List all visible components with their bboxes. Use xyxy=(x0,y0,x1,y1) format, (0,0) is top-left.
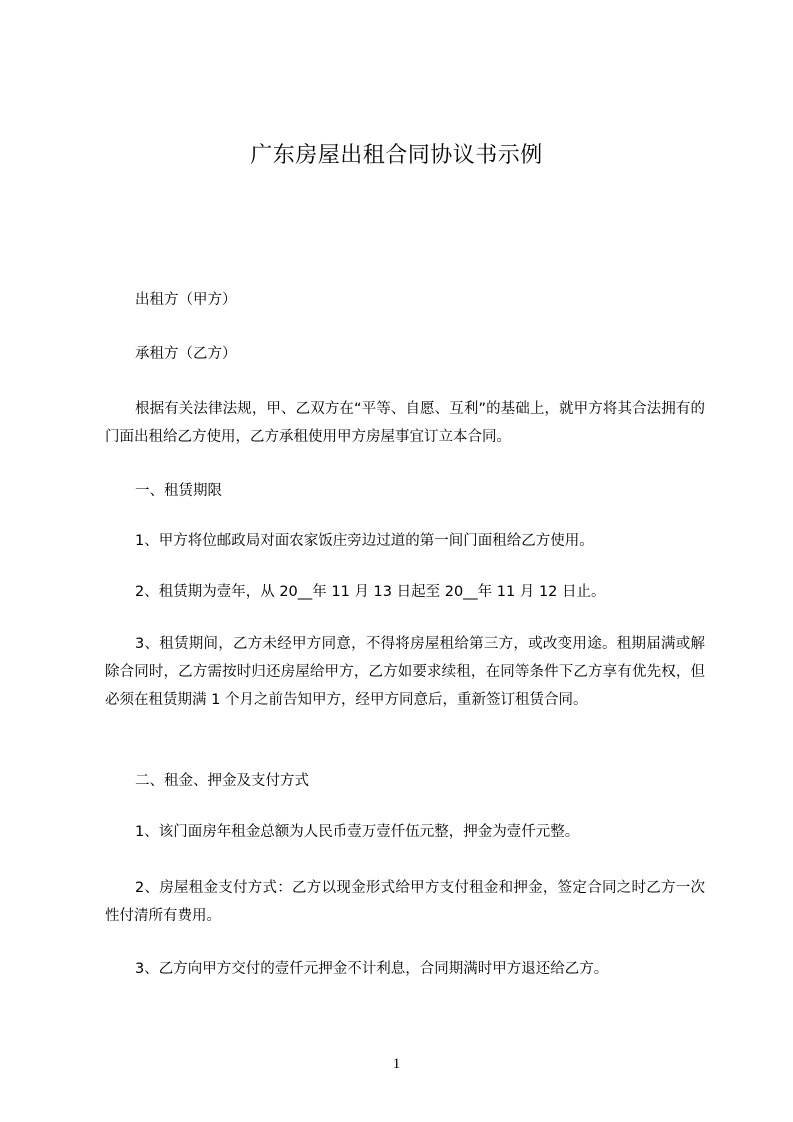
clause-2-2: 2、房屋租金支付方式：乙方以现金形式给甲方支付租金和押金，签定合同之时乙方一次性付清所有费用。 xyxy=(105,880,705,924)
clause-2-1: 1、该门面房年租金总额为人民币壹万壹仟伍元整，押金为壹仟元整。 xyxy=(135,824,580,840)
clause-1-3: 3、租赁期间，乙方未经甲方同意，不得将房屋租给第三方，或改变用途。租期届满或解除合同时，乙方需按时归还房屋给甲方，乙方如要求续租，在同等条件下乙方享有优先权，但必须在租赁期满 1 个月之前告知甲方，经甲方同意后，重新签订租赁合同。 xyxy=(105,636,705,708)
section-heading-lease-term: 一、租赁期限 xyxy=(135,483,222,499)
document-title: 广东房屋出租合同协议书示例 xyxy=(250,143,543,168)
preamble-paragraph: 根据有关法律法规，甲、乙双方在“平等、自愿、互利”的基础上，就甲方将其合法拥有的门面出租给乙方使用，乙方承租使用甲方房屋事宜订立本合同。 xyxy=(105,401,705,445)
section-heading-rent-deposit: 二、租金、押金及支付方式 xyxy=(135,773,309,789)
clause-1-2: 2、租赁期为壹年，从 20__年 11 月 13 日起至 20__年 11 月 12 日止。 xyxy=(135,584,606,600)
clause-2-3: 3、乙方向甲方交付的壹仟元押金不计利息，合同期满时甲方退还给乙方。 xyxy=(135,961,609,977)
lessee-line: 承租方（乙方） xyxy=(135,346,237,362)
lessor-line: 出租方（甲方） xyxy=(135,292,237,308)
page-number: 1 xyxy=(392,1056,401,1072)
clause-1-1: 1、甲方将位邮政局对面农家饭庄旁边过道的第一间门面租给乙方使用。 xyxy=(135,533,594,549)
